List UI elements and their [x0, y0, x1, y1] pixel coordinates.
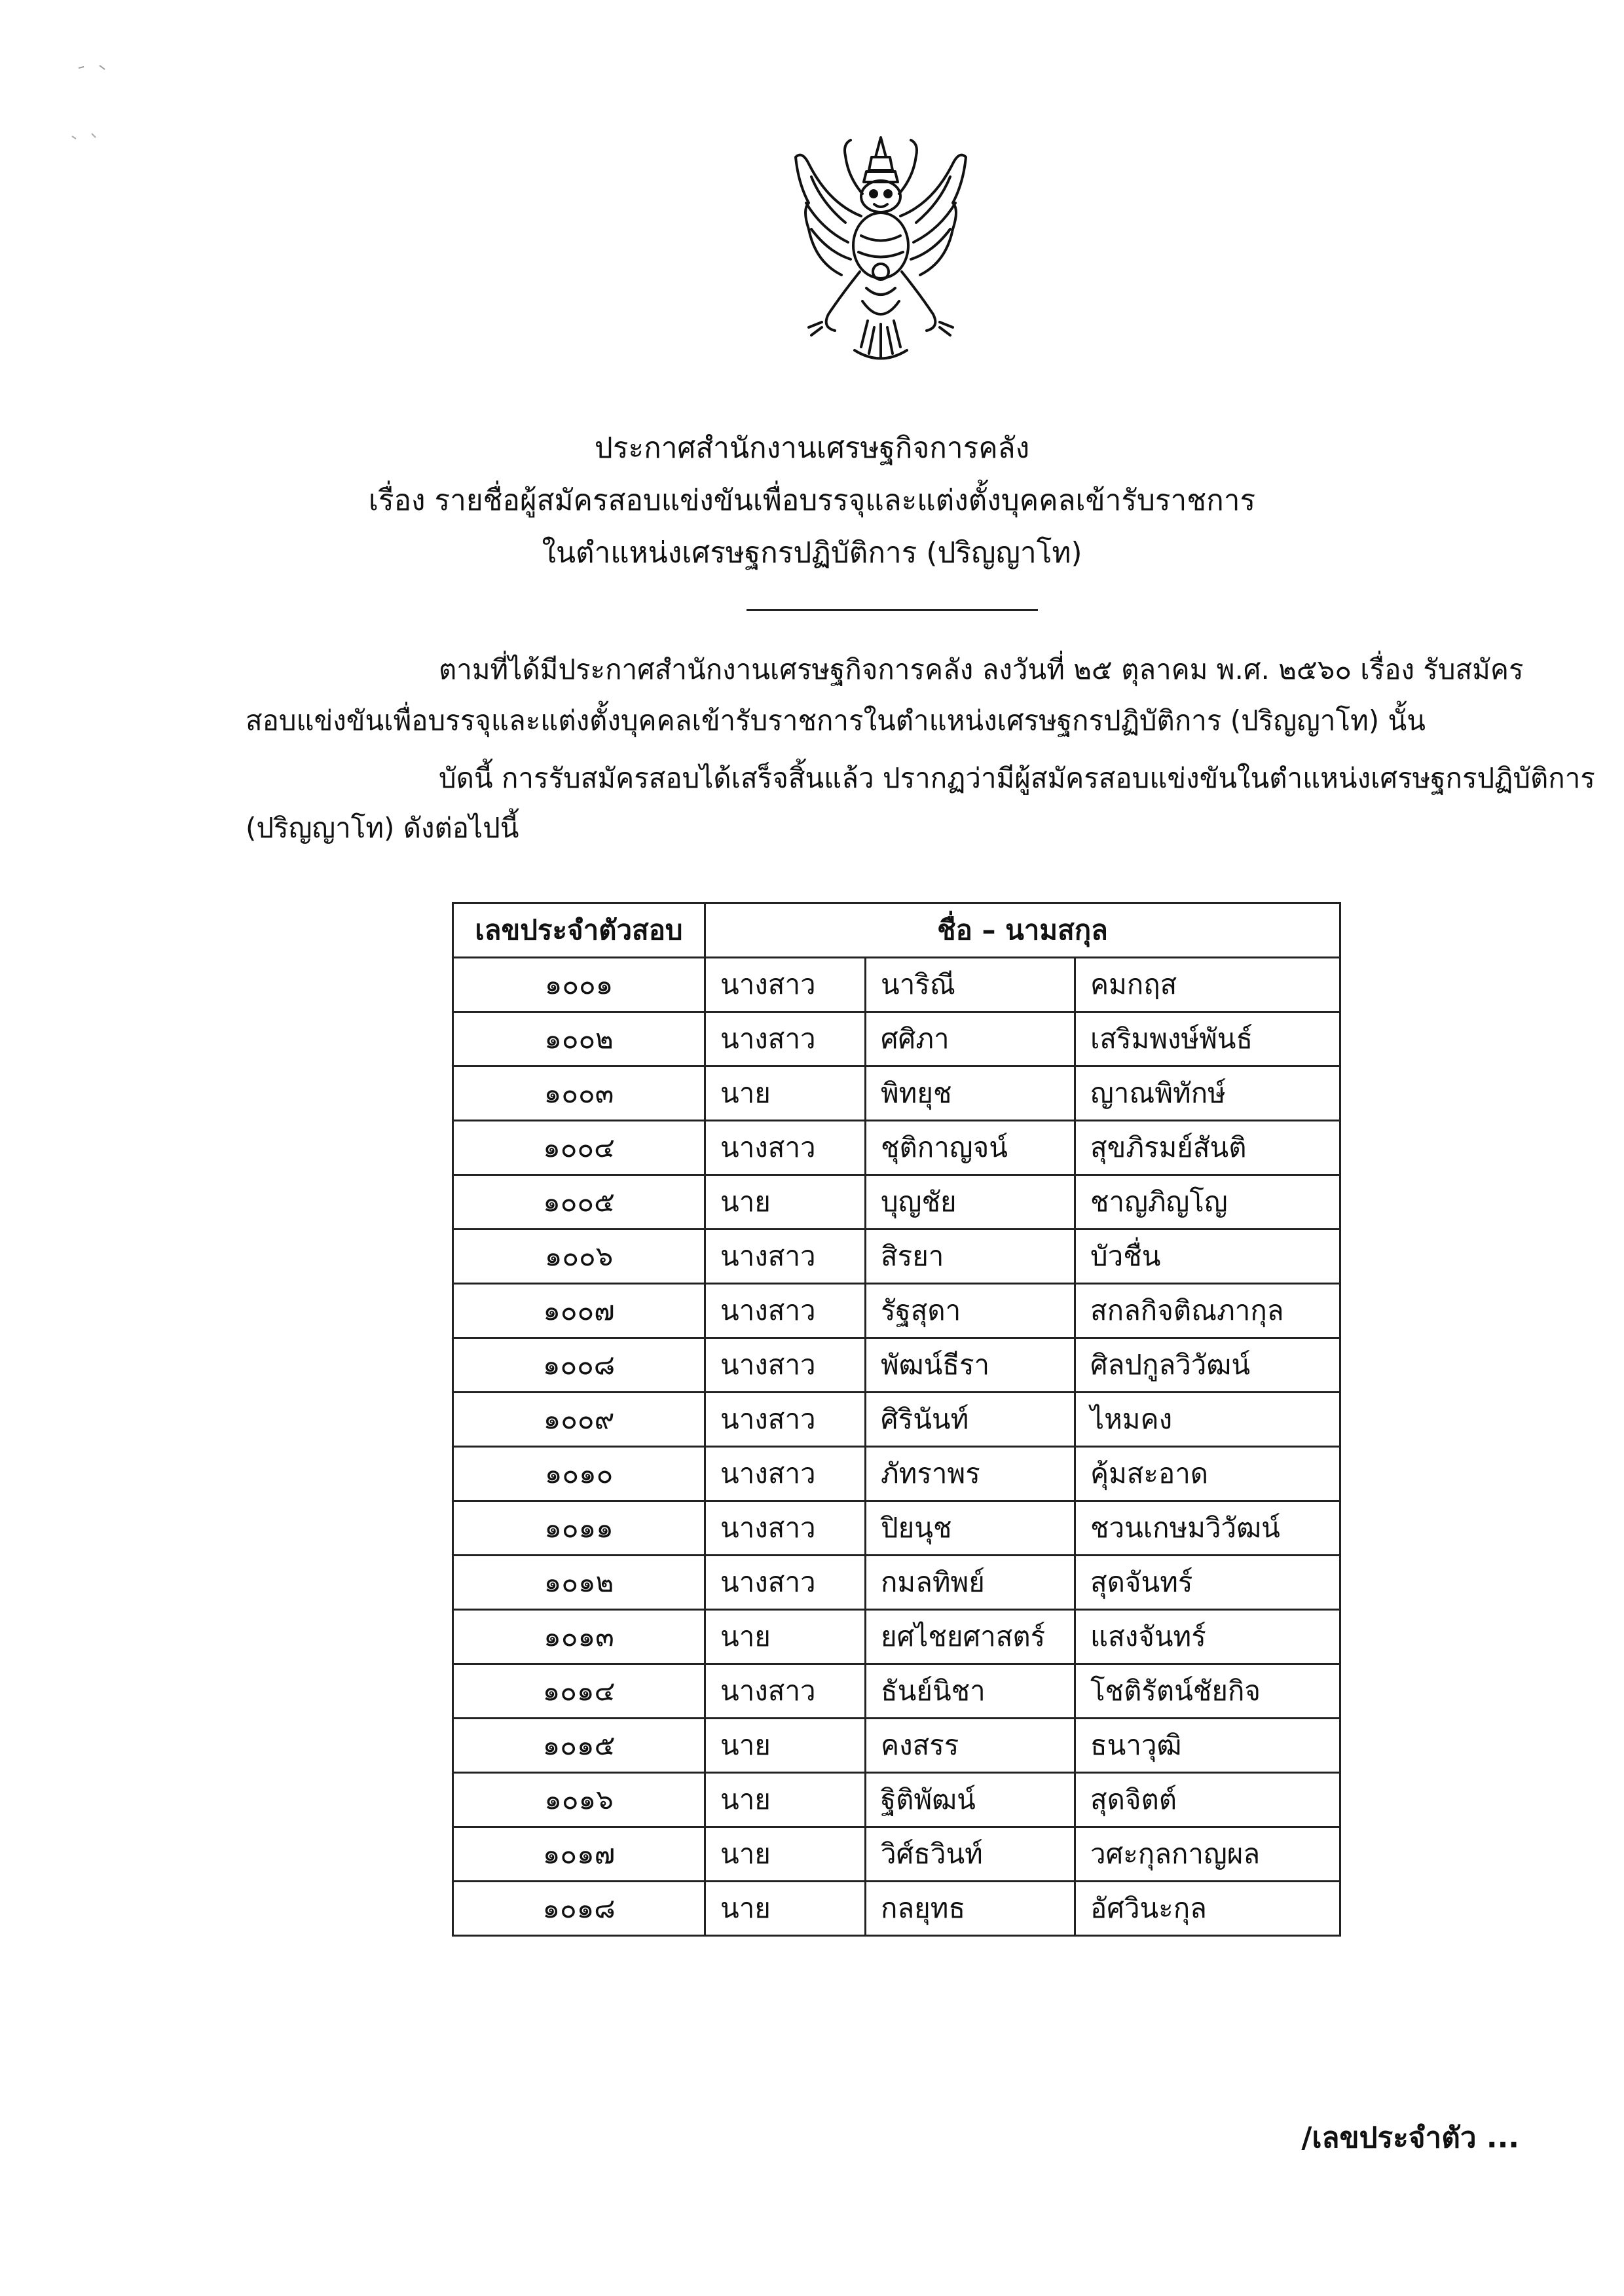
last-name-cell: สกลกิจติณภากุล — [1075, 1284, 1340, 1338]
first-name-cell: พิทยุช — [866, 1066, 1075, 1121]
title-cell: นางสาว — [705, 1447, 866, 1501]
title-cell: นางสาว — [705, 1230, 866, 1284]
first-name-cell: ภัทราพร — [866, 1447, 1075, 1501]
title-cell: นางสาว — [705, 1012, 866, 1066]
last-name-cell: สุดจันทร์ — [1075, 1556, 1340, 1610]
table-row — [453, 1121, 1340, 1175]
exam-id-cell: ๑๐๐๕ — [453, 1175, 705, 1230]
exam-id-cell: ๑๐๑๒ — [453, 1556, 705, 1610]
first-name-cell: บุญชัย — [866, 1175, 1075, 1230]
first-name-cell: ปิยนุช — [866, 1501, 1075, 1556]
last-name-cell: ศิลปกูลวิวัฒน์ — [1075, 1338, 1340, 1393]
continuation-note: /เลขประจำตัว ... — [1301, 2121, 1519, 2155]
exam-id-cell: ๑๐๐๙ — [453, 1393, 705, 1447]
last-name-cell: เสริมพงษ์พันธ์ — [1075, 1012, 1340, 1066]
title-cell: นางสาว — [705, 1338, 866, 1393]
first-name-cell: คงสรร — [866, 1719, 1075, 1773]
exam-id-cell: ๑๐๑๓ — [453, 1610, 705, 1664]
first-name-cell: รัฐสุดา — [866, 1284, 1075, 1338]
last-name-cell: ชวนเกษมวิวัฒน์ — [1075, 1501, 1340, 1556]
title-cell: นางสาว — [705, 1121, 866, 1175]
table-row — [453, 1664, 1340, 1719]
exam-id-cell: ๑๐๑๘ — [453, 1882, 705, 1936]
title-cell: นาย — [705, 1066, 866, 1121]
table-row — [453, 1175, 1340, 1230]
last-name-cell: บัวชื่น — [1075, 1230, 1340, 1284]
title-cell: นางสาว — [705, 1284, 866, 1338]
first-name-cell: ยศไชยศาสตร์ — [866, 1610, 1075, 1664]
title-cell: นาย — [705, 1773, 866, 1827]
title-cell: นาย — [705, 1719, 866, 1773]
first-name-cell: กลยุทธ — [866, 1882, 1075, 1936]
scan-specks — [65, 52, 118, 144]
first-name-cell: ชุติกาญจน์ — [866, 1121, 1075, 1175]
title-cell: นางสาว — [705, 1664, 866, 1719]
table-row — [453, 1501, 1340, 1556]
last-name-cell: ไหมคง — [1075, 1393, 1340, 1447]
table-row — [453, 1556, 1340, 1610]
exam-id-cell: ๑๐๐๘ — [453, 1338, 705, 1393]
first-name-cell: นาริณี — [866, 958, 1075, 1012]
paragraph-1-line-1: ตามที่ได้มีประกาศสำนักงานเศรษฐกิจการคลัง ลงวันที่ ๒๕ ตุลาคม พ.ศ. ๒๕๖๐ เรื่อง รับสมัคร — [439, 653, 1524, 685]
table-row — [453, 1338, 1340, 1393]
exam-id-cell: ๑๐๐๓ — [453, 1066, 705, 1121]
header-full-name: ชื่อ – นามสกุล — [705, 903, 1340, 958]
announcement-position: ในตำแหน่งเศรษฐกรปฏิบัติการ (ปริญญาโท) — [542, 536, 1082, 570]
last-name-cell: สุขภิรมย์สันติ — [1075, 1121, 1340, 1175]
table-row — [453, 1066, 1340, 1121]
table-row — [453, 1012, 1340, 1066]
exam-id-cell: ๑๐๐๗ — [453, 1284, 705, 1338]
table-row — [453, 1284, 1340, 1338]
table-row — [453, 1447, 1340, 1501]
exam-id-cell: ๑๐๑๗ — [453, 1827, 705, 1882]
title-cell: นางสาว — [705, 1501, 866, 1556]
table-row — [453, 1610, 1340, 1664]
paragraph-2-line-1: บัดนี้ การรับสมัครสอบได้เสร็จสิ้นแล้ว ปรากฏว่ามีผู้สมัครสอบแข่งขันในตำแหน่งเศรษฐกรปฏิบัติการ — [439, 762, 1595, 794]
title-cell: นางสาว — [705, 958, 866, 1012]
first-name-cell: ศศิภา — [866, 1012, 1075, 1066]
last-name-cell: อัศวินะกุล — [1075, 1882, 1340, 1936]
table-row — [453, 1827, 1340, 1882]
last-name-cell: คมกฤส — [1075, 958, 1340, 1012]
first-name-cell: ฐิติพัฒน์ — [866, 1773, 1075, 1827]
announcement-subject: เรื่อง รายชื่อผู้สมัครสอบแข่งขันเพื่อบรรจุและแต่งตั้งบุคคลเข้ารับราชการ — [368, 484, 1256, 517]
title-cell: นาย — [705, 1175, 866, 1230]
table-row — [453, 1882, 1340, 1936]
exam-id-cell: ๑๐๐๑ — [453, 958, 705, 1012]
table-header-row — [453, 903, 1340, 958]
table-row — [453, 1773, 1340, 1827]
table-row — [453, 1393, 1340, 1447]
last-name-cell: คุ้มสะอาด — [1075, 1447, 1340, 1501]
candidate-table — [452, 902, 1341, 1937]
last-name-cell: แสงจันทร์ — [1075, 1610, 1340, 1664]
first-name-cell: ธันย์นิชา — [866, 1664, 1075, 1719]
title-cell: นางสาว — [705, 1556, 866, 1610]
last-name-cell: ญาณพิทักษ์ — [1075, 1066, 1340, 1121]
table-row — [453, 958, 1340, 1012]
table-row — [453, 1719, 1340, 1773]
announcement-title: ประกาศสำนักงานเศรษฐกิจการคลัง — [594, 431, 1030, 465]
first-name-cell: ศิรินันท์ — [866, 1393, 1075, 1447]
paragraph-1-line-2: สอบแข่งขันเพื่อบรรจุและแต่งตั้งบุคคลเข้ารับราชการในตำแหน่งเศรษฐกรปฏิบัติการ (ปริญญาโท) นั้น — [246, 704, 1426, 737]
title-cell: นาย — [705, 1610, 866, 1664]
title-cell: นางสาว — [705, 1393, 866, 1447]
exam-id-cell: ๑๐๑๑ — [453, 1501, 705, 1556]
last-name-cell: วศะกุลกาญผล — [1075, 1827, 1340, 1882]
first-name-cell: วิศ์ธวินท์ — [866, 1827, 1075, 1882]
title-cell: นาย — [705, 1827, 866, 1882]
title-cell: นาย — [705, 1882, 866, 1936]
first-name-cell: พัฒน์ธีรา — [866, 1338, 1075, 1393]
exam-id-cell: ๑๐๑๐ — [453, 1447, 705, 1501]
first-name-cell: กมลทิพย์ — [866, 1556, 1075, 1610]
exam-id-cell: ๑๐๐๒ — [453, 1012, 705, 1066]
exam-id-cell: ๑๐๑๖ — [453, 1773, 705, 1827]
paragraph-2-line-2: (ปริญญาโท) ดังต่อไปนี้ — [246, 812, 519, 844]
header-exam-id: เลขประจำตัวสอบ — [453, 903, 705, 958]
exam-id-cell: ๑๐๐๔ — [453, 1121, 705, 1175]
title-divider — [747, 609, 1038, 611]
last-name-cell: สุดจิตต์ — [1075, 1773, 1340, 1827]
last-name-cell: ธนาวุฒิ — [1075, 1719, 1340, 1773]
first-name-cell: สิรยา — [866, 1230, 1075, 1284]
exam-id-cell: ๑๐๐๖ — [453, 1230, 705, 1284]
exam-id-cell: ๑๐๑๔ — [453, 1664, 705, 1719]
table-row — [453, 1230, 1340, 1284]
last-name-cell: ชาญภิญโญ — [1075, 1175, 1340, 1230]
garuda-emblem-icon — [783, 131, 979, 370]
last-name-cell: โชติรัตน์ชัยกิจ — [1075, 1664, 1340, 1719]
exam-id-cell: ๑๐๑๕ — [453, 1719, 705, 1773]
